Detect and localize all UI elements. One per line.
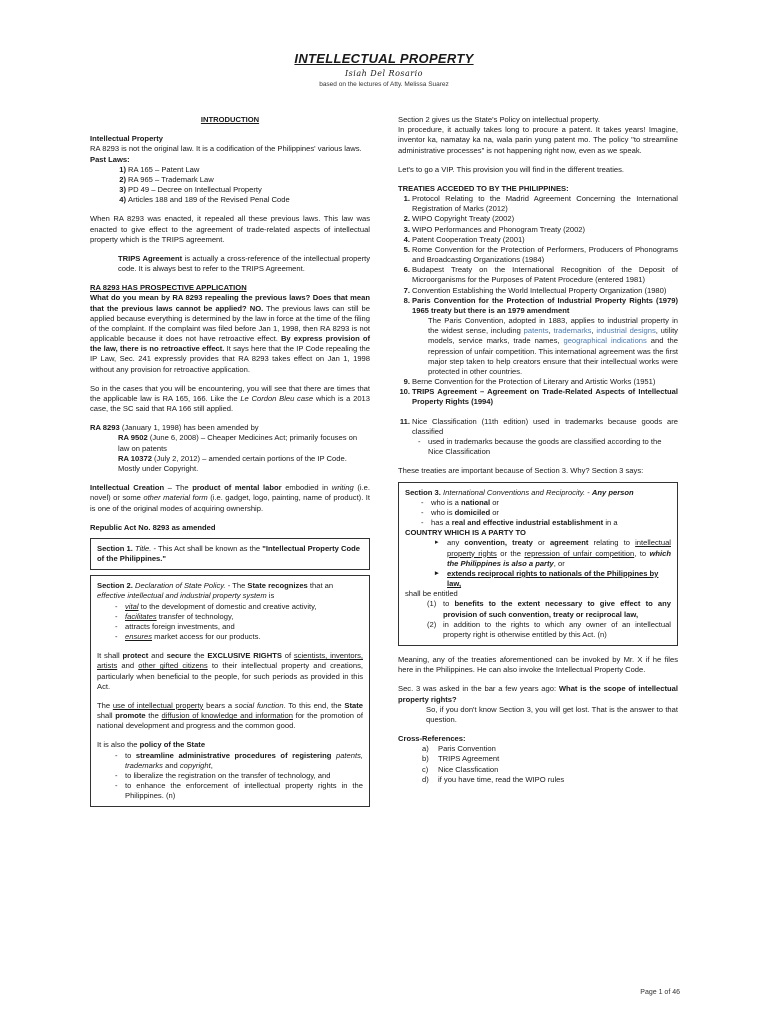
amendment-item: RA 10372 (July 2, 2012) – amended certain portions of the IP Code. Mostly under Copyright. <box>118 453 347 473</box>
right-column <box>398 115 678 785</box>
list-item: - ensures market access for our products. <box>115 632 363 642</box>
paragraph: In procedure, it actually takes long to procure a patent. It takes years! Imagine, inventor ka, namatay ka na, wala parin yung patent mo. The policy "to streamline administrative processes" is not happening right now, even as we speak. <box>398 125 678 155</box>
section-3-box: Section 3. International Conventions and Reciprocity. - Any person - who is a national or - who is domiciled or - has a real and effective industrial establishment in a COUNTRY WHICH IS A PARTY TO ▸ any convention, treaty or agreement relating to intellectual property rights or the repression of unfair competition, to which the Philippines is also a party, or ▸ extends reciprocal rights to nationals of the Philippines by law, shall be entitled (1) to benefits to the extent necessary to give effect to any provision of such convention, treaty or reciprocal law, (2) in addition to the rights to which any owner of an intellectual property right is otherwise entitled by this Act. (n) <box>398 482 678 647</box>
document-title: INTELLECTUAL PROPERTY <box>294 51 474 66</box>
list-item: (1) to benefits to the extent necessary to give effect to any provision of such convention, treaty or reciprocal law, <box>427 599 671 619</box>
ip-text: RA 8293 is not the original law. It is a codification of the Philippines' various laws. <box>90 144 362 154</box>
list-item: 10. TRIPS Agreement – Agreement on Trade-Related Aspects of Intellectual Property Rights (1994) <box>399 387 678 407</box>
list-item: (2) in addition to the rights to which any owner of an intellectual property right is otherwise entitled by this Act. (n) <box>427 619 671 639</box>
paragraph: So in the cases that you will be encountering, you will see that there are times that the applicable law is RA 165, 166. Like the Le Cordon Bleu case which is a 2013 case, the SC said that RA 166 still applied. <box>90 383 371 414</box>
list-item: - attracts foreign investments, and <box>115 622 363 632</box>
list-item: 1. Protocol Relating to the Madrid Agreement Concerning the International Registration of Marks (2012) <box>403 194 678 214</box>
list-item: c) Nice Classfication <box>422 764 499 774</box>
list-item: 3) PD 49 – Decree on Intellectual Property <box>119 185 262 195</box>
list-item: - has a real and effective industrial establishment in a <box>421 518 671 528</box>
list-item: - to liberalize the registration on the transfer of technology, and <box>115 771 363 781</box>
intellectual-creation: Intellectual Creation – The product of mental labor embodied in writing (i.e. novel) or some other material form (i.e. gadget, logo, painting, name of product). It is one of the original modes of acquiring ownership. <box>90 483 370 513</box>
treaties-list <box>398 194 678 408</box>
list-item: b) TRIPS Agreement <box>422 754 500 764</box>
amendment-item: RA 9502 (June 6, 2008) – Cheaper Medicines Act; primarily focuses on law on patents <box>118 433 358 453</box>
prospective-paragraph: What do you mean by RA 8293 repealing the previous laws? Does that mean that the previous laws cannot be applied? NO. The previous laws can still be applied because everything is determined by the law in force at the time of the filing of the complaint. If the complaint was filed before Jan 1, 1998, then RA 8293 is not applicable because it does not have retroactive effect. By express provision of the law, there is no retroactive effect. It says here that the IP Code repealing the IP Law, Sec. 241 expressly provides that RA 8293 takes effect on Jan 1, 1998 without any provision for retroactive application. <box>90 293 370 374</box>
list-item: - who is a national or <box>421 498 671 508</box>
country-party: COUNTRY WHICH IS A PARTY TO <box>405 528 526 538</box>
list-item: ▸ any convention, treaty or agreement relating to intellectual property rights or the repression of unfair competition, to which the Philippines is also a party, or <box>435 538 671 569</box>
shall-be-entitled: shall be entitled <box>405 589 458 599</box>
document-author: Isiah Del Rosario <box>345 69 423 79</box>
paragraph: When RA 8293 was enacted, it repealed all these previous laws. This law was enacted to give effect to the agreement of trade-related aspects of intellectual property which is the TRIPS agreement. <box>90 214 370 244</box>
list-item: 1) RA 165 – Patent Law <box>119 164 200 174</box>
list-item: ▸ extends reciprocal rights to nationals of the Philippines by law, <box>435 569 671 589</box>
past-laws-list <box>90 165 370 206</box>
list-item: 5. Rome Convention for the Protection of Performers, Producers of Phonograms and Broadcasting Organizations (1984) <box>403 244 678 265</box>
past-laws-label: Past Laws: <box>90 154 130 164</box>
list-item: - vital to the development of domestic and creative activity, <box>115 602 363 612</box>
left-column <box>90 115 370 807</box>
document-header <box>0 50 768 89</box>
paragraph: Let's to go a VIP. This provision you will find in the different treaties. <box>398 164 625 174</box>
amendments: RA 8293 (January 1, 1998) has been amended by <box>90 423 259 433</box>
paragraph: Sec. 3 was asked in the bar a few years ago: What is the scope of intellectual property rights? <box>398 684 678 704</box>
ip-heading: Intellectual Property <box>90 134 164 144</box>
document-subtitle: based on the lectures of Atty. Melissa Suarez <box>319 80 449 88</box>
list-item: 9. Berne Convention for the Protection of Literary and Artistic Works (1951) <box>403 377 656 387</box>
list-item: 4) Articles 188 and 189 of the Revised Penal Code <box>119 195 290 205</box>
paragraph: Meaning, any of the treaties aforementioned can be invoked by Mr. X if he files here in the Philippines. He can also invoke the Intellectual Property Code. <box>398 655 678 675</box>
section-2-box: Section 2. Declaration of State Policy. - The State recognizes that an effective intellectual and industrial property system is - vital to the development of domestic and creative activity, - facilitates transfer of technology, - attracts foreign investments, and - ensures market access for our products. It shall protect and secure the EXCLUSIVE RIGHTS of scientists, inventors, artists and other gifted citizens to their intellectual property and creations, particularly when beneficial to the people, for such periods as provided in this Act. The use of intellectual property bears a social function. To this end, the State shall promote the diffusion of knowledge and information for the promotion of national development and progress and the common good. It is also the policy of the State - to streamline administrative procedures of registering patents, trademarks and copyright, - to liberalize the registration on the transfer of technology, and - to enhance the enforcement of intellectual property rights in the Philippines. (n) <box>90 575 370 807</box>
list-item: 2. WIPO Copyright Treaty (2002) <box>403 214 515 224</box>
paragraph: The use of intellectual property bears a social function. To this end, the State shall promote the diffusion of knowledge and information for the promotion of national development and progress and the common good. <box>97 700 363 731</box>
section-1-box: Section 1. Title. - This Act shall be known as the "Intellectual Property Code of the Philippines." <box>90 538 370 570</box>
paris-description: The Paris Convention, adopted in 1883, applies to industrial property in the widest sense, including patents, trademarks, industrial designs, utility models, service marks, trade names, geographical indications and the repression of unfair competition. This international agreement was the first major step taken to help creators ensure that their intellectual works were protected in other countries. <box>428 316 678 376</box>
paragraph: Section 2 gives us the State's Policy on intellectual property. <box>398 115 600 124</box>
list-item: 2) RA 965 – Trademark Law <box>119 174 214 184</box>
list-item: - who is domiciled or <box>421 508 671 518</box>
intro-heading: INTRODUCTION <box>200 115 260 124</box>
prospective-heading: RA 8293 HAS PROSPECTIVE APPLICATION <box>90 283 247 293</box>
list-item: 8. Paris Convention for the Protection of Industrial Property Rights (1979) 1965 treaty but there is an 1979 amendment <box>403 295 678 315</box>
treaties-heading: TREATIES ACCEDED TO BY THE PHILIPPINES: <box>398 183 569 193</box>
page-number: Page 1 of 46 <box>640 989 680 996</box>
paragraph: It is also the policy of the State <box>97 740 206 750</box>
list-item: - used in trademarks because the goods are classified according to the Nice Classification <box>418 437 678 457</box>
xref-heading: Cross-References: <box>398 734 466 744</box>
list-item: 6. Budapest Treaty on the International Recognition of the Deposit of Microorganisms for the Purposes of Patent Procedure (entered 1981) <box>403 265 678 285</box>
paragraph: It shall protect and secure the EXCLUSIVE RIGHTS of scientists, inventors, artists and other gifted citizens to their intellectual property and creations, particularly when beneficial to the people, for such periods as provided in this Act. <box>97 651 363 691</box>
list-item: 11. Nice Classification (11th edition) used in trademarks because goods are classified <box>399 416 678 436</box>
ra-heading: Republic Act No. 8293 as amended <box>90 522 216 532</box>
list-item: a) Paris Convention <box>422 744 496 754</box>
list-item: - to enhance the enforcement of intellectual property rights in the Philippines. (n) <box>115 781 363 801</box>
paragraph: These treaties are important because of Section 3. Why? Section 3 says: <box>398 466 644 476</box>
paragraph: So, if you don't know Section 3, you will get lost. That is the answer to that question. <box>426 704 678 724</box>
list-item: d) if you have time, read the WIPO rules <box>422 774 565 784</box>
list-item: 4. Patent Cooperation Treaty (2001) <box>403 234 525 244</box>
xref-list <box>398 744 678 785</box>
list-item: - facilitates transfer of technology, <box>115 612 363 622</box>
list-item: 7. Convention Establishing the World Intellectual Property Organization (1980) <box>403 285 667 295</box>
trips-note: TRIPS Agreement is actually a cross-reference of the intellectual property code. It is always best to refer to the TRIPS Agreement. <box>118 253 371 274</box>
list-item: - to streamline administrative procedures of registering patents, trademarks and copyright, <box>115 751 363 771</box>
nice-list <box>398 417 678 458</box>
list-item: 3. WIPO Performances and Phonogram Treaty (2002) <box>403 224 586 234</box>
